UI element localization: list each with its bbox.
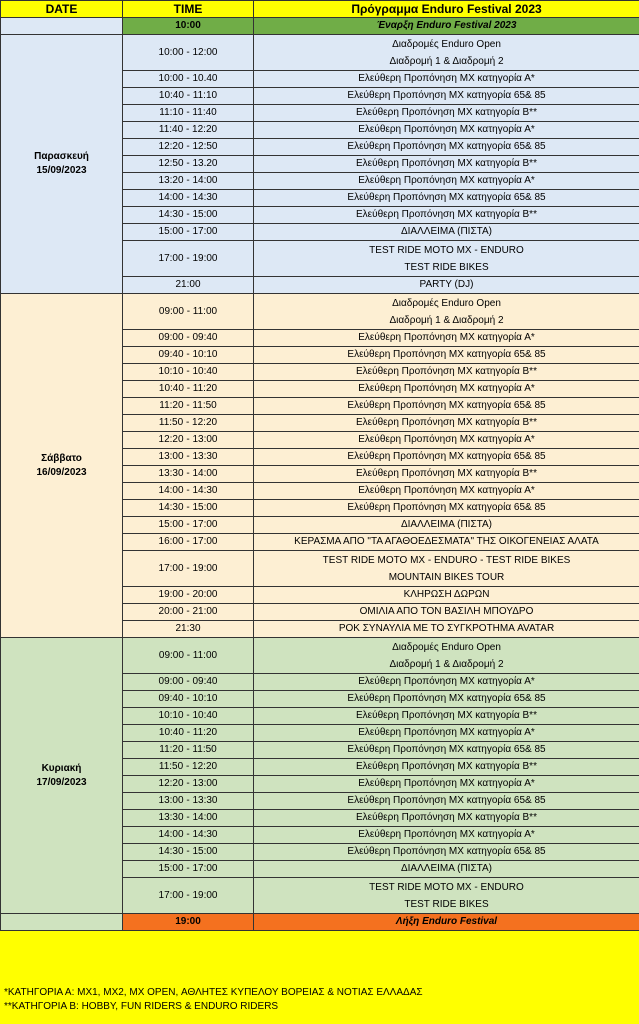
event-cell <box>254 587 639 604</box>
schedule-row <box>1 294 639 330</box>
event-line: Ελεύθερη Προπόνηση MX κατηγορία 65& 85 <box>347 451 546 462</box>
event-cell <box>254 294 639 330</box>
day-name: Σάββατο <box>41 452 82 464</box>
event-line: Ελεύθερη Προπόνηση MX κατηγορία Α* <box>358 383 535 394</box>
event-cell <box>254 398 639 415</box>
event-cell <box>254 500 639 517</box>
time-cell: 14:30 - 15:00 <box>123 844 254 861</box>
day-date: 17/09/2023 <box>36 776 87 788</box>
event-cell <box>254 364 639 381</box>
footnote-category-b: **ΚΑΤΗΓΟΡΙΑ Β: HOBBY, FUN RIDERS & ENDURO RIDERS <box>4 1001 279 1012</box>
event-line: TEST RIDE BIKES <box>404 898 489 910</box>
event-line: ΟΜΙΛΙΑ ΑΠΟ ΤΟΝ ΒΑΣΙΛΗ ΜΠΟΥΔΡΟ <box>359 606 534 617</box>
event-line: Ελεύθερη Προπόνηση MX κατηγορία Α* <box>358 332 535 343</box>
event-cell <box>254 621 639 638</box>
day-cell-saturday <box>1 294 123 638</box>
footnotes <box>0 986 639 1014</box>
event-line: ΔΙΑΛΛΕΙΜΑ (ΠΙΣΤΑ) <box>400 226 493 237</box>
event-line: Ελεύθερη Προπόνηση MX κατηγορία Α* <box>358 778 535 789</box>
event-line: Διαδρομές Enduro Open <box>392 38 501 50</box>
event-line: Ελεύθερη Προπόνηση MX κατηγορία Β** <box>356 209 537 220</box>
event-cell <box>254 725 639 742</box>
date-column-header: DATE <box>1 1 123 18</box>
event-cell <box>254 330 639 347</box>
time-cell: 09:00 - 09:40 <box>123 330 254 347</box>
time-cell: 14:30 - 15:00 <box>123 207 254 224</box>
event-line: Ελεύθερη Προπόνηση MX κατηγορία Α* <box>358 727 535 738</box>
event-line: Ελεύθερη Προπόνηση MX κατηγορία Β** <box>356 107 537 118</box>
footnote-category-a: *ΚΑΤΗΓΟΡΙΑ Α: MX1, MX2, MX OPEN, ΑΘΛΗΤΕΣ ΚΥΠΕΛΟΥ ΒΟΡΕΙΑΣ & ΝΟΤΙΑΣ ΕΛΛΑΔΑΣ <box>4 987 423 998</box>
event-line: Ελεύθερη Προπόνηση MX κατηγορία Β** <box>356 366 537 377</box>
event-cell <box>254 207 639 224</box>
event-line: Ελεύθερη Προπόνηση MX κατηγορία Β** <box>356 468 537 479</box>
event-cell <box>254 551 639 587</box>
time-cell: 11:20 - 11:50 <box>123 742 254 759</box>
time-cell: 09:00 - 09:40 <box>123 674 254 691</box>
time-cell: 09:00 - 11:00 <box>123 294 254 330</box>
event-cell <box>254 844 639 861</box>
event-cell <box>254 517 639 534</box>
event-cell <box>254 793 639 810</box>
event-line: Διαδρομές Enduro Open <box>392 297 501 309</box>
day-cell-sunday <box>1 638 123 914</box>
event-line: Ελεύθερη Προπόνηση MX κατηγορία 65& 85 <box>347 400 546 411</box>
time-cell: 15:00 - 17:00 <box>123 517 254 534</box>
time-cell: 13:00 - 13:30 <box>123 449 254 466</box>
event-cell <box>254 190 639 207</box>
event-cell <box>254 534 639 551</box>
time-cell: 09:40 - 10:10 <box>123 691 254 708</box>
event-cell <box>254 466 639 483</box>
event-line: TEST RIDE BIKES <box>404 261 489 273</box>
event-line: TEST RIDE MOTO MX - ENDURO <box>369 244 524 256</box>
event-cell <box>254 776 639 793</box>
time-cell: 21:30 <box>123 621 254 638</box>
time-cell: 20:00 - 21:00 <box>123 604 254 621</box>
event-cell <box>254 35 639 71</box>
event-line: Ελεύθερη Προπόνηση MX κατηγορία Β** <box>356 710 537 721</box>
event-cell <box>254 742 639 759</box>
event-line: MOUNTAIN BIKES TOUR <box>388 571 505 583</box>
event-cell <box>254 691 639 708</box>
event-line: Ελεύθερη Προπόνηση MX κατηγορία Β** <box>356 158 537 169</box>
event-line: Διαδρομή 1 & Διαδρομή 2 <box>389 314 504 326</box>
time-cell: 14:30 - 15:00 <box>123 500 254 517</box>
time-cell: 10:10 - 10:40 <box>123 708 254 725</box>
time-cell: 10:00 - 12:00 <box>123 35 254 71</box>
time-cell: 10:40 - 11:20 <box>123 725 254 742</box>
day-name: Παρασκευή <box>34 151 89 162</box>
day-date: 15/09/2023 <box>36 165 87 176</box>
time-cell: 11:20 - 11:50 <box>123 398 254 415</box>
closing-time: 19:00 <box>123 914 254 931</box>
event-line: Ελεύθερη Προπόνηση MX κατηγορία 65& 85 <box>347 795 546 806</box>
time-cell: 12:50 - 13.20 <box>123 156 254 173</box>
event-line: TEST RIDE MOTO MX - ENDURO - TEST RIDE BIKES <box>322 554 571 566</box>
time-cell: 17:00 - 19:00 <box>123 878 254 914</box>
event-cell <box>254 122 639 139</box>
time-cell: 10:40 - 11:20 <box>123 381 254 398</box>
event-line: TEST RIDE MOTO MX - ENDURO <box>369 881 524 893</box>
schedule-body <box>1 1 639 931</box>
event-cell <box>254 449 639 466</box>
closing-row <box>1 914 639 931</box>
time-cell: 14:00 - 14:30 <box>123 483 254 500</box>
event-cell <box>254 674 639 691</box>
event-line: ΔΙΑΛΛΕΙΜΑ (ΠΙΣΤΑ) <box>400 519 493 530</box>
schedule-row <box>1 35 639 71</box>
time-cell: 12:20 - 12:50 <box>123 139 254 156</box>
time-cell: 13:30 - 14:00 <box>123 466 254 483</box>
event-cell <box>254 277 639 294</box>
event-line: Ελεύθερη Προπόνηση MX κατηγορία 65& 85 <box>347 502 546 513</box>
opening-date-cell <box>1 18 123 35</box>
time-cell: 13:20 - 14:00 <box>123 173 254 190</box>
event-line: Ελεύθερη Προπόνηση MX κατηγορία Β** <box>356 761 537 772</box>
time-cell: 21:00 <box>123 277 254 294</box>
time-cell: 11:40 - 12:20 <box>123 122 254 139</box>
event-cell <box>254 638 639 674</box>
event-cell <box>254 708 639 725</box>
time-cell: 12:20 - 13:00 <box>123 776 254 793</box>
event-cell <box>254 861 639 878</box>
event-cell <box>254 827 639 844</box>
event-line: Ελεύθερη Προπόνηση MX κατηγορία Β** <box>356 812 537 823</box>
event-cell <box>254 88 639 105</box>
time-cell: 13:00 - 13:30 <box>123 793 254 810</box>
event-cell <box>254 139 639 156</box>
event-cell <box>254 415 639 432</box>
event-line: Ελεύθερη Προπόνηση MX κατηγορία Α* <box>358 175 535 186</box>
time-cell: 09:00 - 11:00 <box>123 638 254 674</box>
time-cell: 13:30 - 14:00 <box>123 810 254 827</box>
event-cell <box>254 71 639 88</box>
time-cell: 15:00 - 17:00 <box>123 224 254 241</box>
time-cell: 15:00 - 17:00 <box>123 861 254 878</box>
event-cell <box>254 105 639 122</box>
closing-date-cell <box>1 914 123 931</box>
opening-row <box>1 18 639 35</box>
time-cell: 10:40 - 11:10 <box>123 88 254 105</box>
time-cell: 19:00 - 20:00 <box>123 587 254 604</box>
time-cell: 17:00 - 19:00 <box>123 241 254 277</box>
event-line: Ελεύθερη Προπόνηση MX κατηγορία Β** <box>356 417 537 428</box>
event-cell <box>254 224 639 241</box>
event-line: Ελεύθερη Προπόνηση MX κατηγορία Α* <box>358 73 535 84</box>
event-line: Ελεύθερη Προπόνηση MX κατηγορία 65& 85 <box>347 744 546 755</box>
day-name: Κυριακή <box>41 762 82 774</box>
time-cell: 10:10 - 10:40 <box>123 364 254 381</box>
event-cell <box>254 173 639 190</box>
event-line: ΔΙΑΛΛΕΙΜΑ (ΠΙΣΤΑ) <box>400 863 493 874</box>
time-cell: 14:00 - 14:30 <box>123 190 254 207</box>
closing-event: Λήξη Enduro Festival <box>254 914 639 931</box>
event-line: ΚΕΡΑΣΜΑ ΑΠΟ "ΤΑ ΑΓΑΘΟΕΔΕΣΜΑΤΑ" ΤΗΣ ΟΙΚΟΓΕΝΕΙΑΣ ΑΛΑΤΑ <box>294 536 599 547</box>
event-cell <box>254 381 639 398</box>
time-cell: 14:00 - 14:30 <box>123 827 254 844</box>
event-cell <box>254 878 639 914</box>
program-title: Πρόγραμμα Enduro Festival 2023 <box>254 1 639 18</box>
day-date: 16/09/2023 <box>36 466 87 478</box>
event-cell <box>254 759 639 776</box>
time-cell: 11:50 - 12:20 <box>123 759 254 776</box>
time-cell: 10:00 - 10.40 <box>123 71 254 88</box>
time-cell: 12:20 - 13:00 <box>123 432 254 449</box>
day-cell-friday <box>1 35 123 294</box>
event-line: Ελεύθερη Προπόνηση MX κατηγορία Α* <box>358 485 535 496</box>
event-line: Ελεύθερη Προπόνηση MX κατηγορία Α* <box>358 676 535 687</box>
event-line: ΚΛΗΡΩΣΗ ΔΩΡΩΝ <box>403 589 490 600</box>
event-cell <box>254 156 639 173</box>
event-line: PARTY (DJ) <box>419 279 474 290</box>
opening-event: Έναρξη Enduro Festival 2023 <box>254 18 639 35</box>
event-line: Ελεύθερη Προπόνηση MX κατηγορία 65& 85 <box>347 846 546 857</box>
event-line: Διαδρομή 1 & Διαδρομή 2 <box>389 658 504 670</box>
event-line: Διαδρομή 1 & Διαδρομή 2 <box>389 55 504 67</box>
event-cell <box>254 810 639 827</box>
event-line: Ελεύθερη Προπόνηση MX κατηγορία 65& 85 <box>347 693 546 704</box>
event-line: Ελεύθερη Προπόνηση MX κατηγορία Α* <box>358 124 535 135</box>
time-cell: 11:10 - 11:40 <box>123 105 254 122</box>
event-cell <box>254 483 639 500</box>
event-line: Ελεύθερη Προπόνηση MX κατηγορία 65& 85 <box>347 141 546 152</box>
time-column-header: TIME <box>123 1 254 18</box>
event-line: Ελεύθερη Προπόνηση MX κατηγορία 65& 85 <box>347 90 546 101</box>
event-cell <box>254 604 639 621</box>
time-cell: 17:00 - 19:00 <box>123 551 254 587</box>
header-row <box>1 1 639 18</box>
schedule-row <box>1 638 639 674</box>
event-line: Ελεύθερη Προπόνηση MX κατηγορία 65& 85 <box>347 349 546 360</box>
time-cell: 09:40 - 10:10 <box>123 347 254 364</box>
event-cell <box>254 347 639 364</box>
opening-time: 10:00 <box>123 18 254 35</box>
event-line: Ελεύθερη Προπόνηση MX κατηγορία 65& 85 <box>347 192 546 203</box>
event-line: Ελεύθερη Προπόνηση MX κατηγορία Α* <box>358 434 535 445</box>
event-line: ΡΟΚ ΣΥΝΑΥΛΙΑ ΜΕ ΤΟ ΣΥΓΚΡΟΤΗΜΑ AVATAR <box>338 623 555 634</box>
time-cell: 11:50 - 12:20 <box>123 415 254 432</box>
event-cell <box>254 241 639 277</box>
event-line: Ελεύθερη Προπόνηση MX κατηγορία Α* <box>358 829 535 840</box>
event-line: Διαδρομές Enduro Open <box>392 641 501 653</box>
time-cell: 16:00 - 17:00 <box>123 534 254 551</box>
event-cell <box>254 432 639 449</box>
